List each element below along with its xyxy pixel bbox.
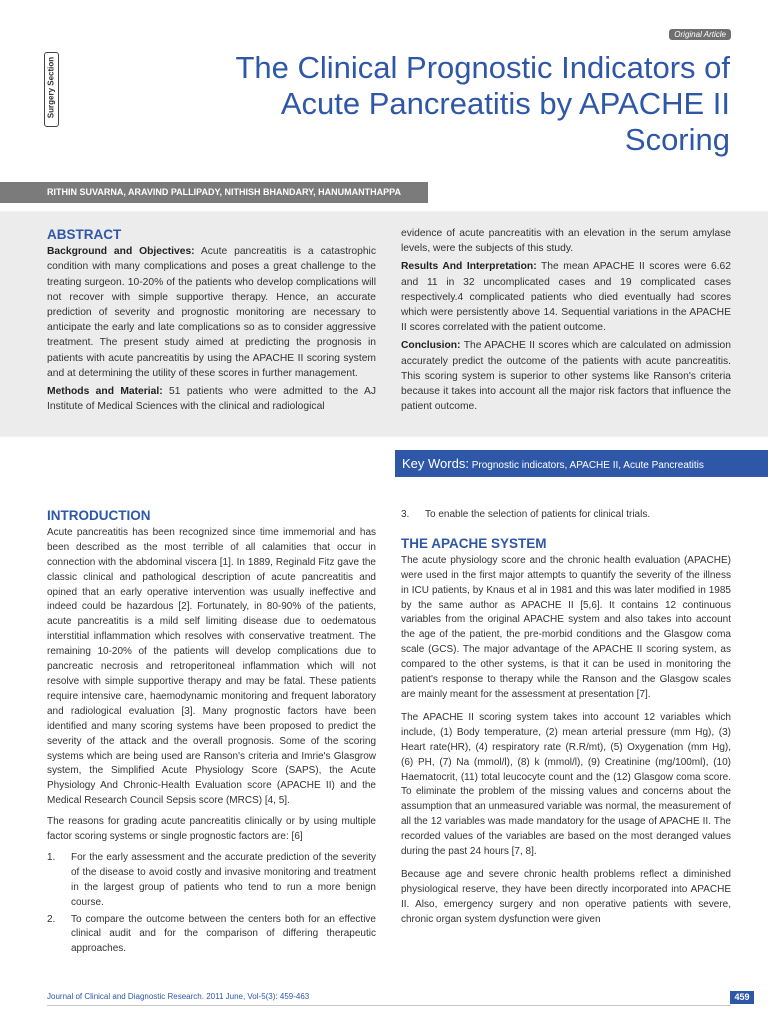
list-item-number: 3.: [401, 509, 410, 520]
abstract-results: [401, 259, 731, 335]
keywords-bar: [395, 450, 768, 477]
introduction-column: [47, 509, 376, 959]
article-type-badge: Original Article: [669, 29, 731, 40]
methods-label: Methods and Material:: [47, 386, 163, 398]
list-item-text: For the early assessment and the accurate prediction of the severity of the disease to avoid costly and invasive monitoring and treatment in the largest group of patients who tend to run a more benign course.: [71, 851, 376, 908]
conclusion-label: Conclusion:: [401, 340, 461, 352]
section-label: Surgery Section: [46, 56, 56, 119]
list-item: [401, 508, 731, 523]
abstract-heading: ABSTRACT: [47, 227, 122, 242]
section-tab: [44, 52, 59, 127]
abstract-methods: [47, 384, 376, 414]
methods-continued: evidence of acute pancreatitis with an elevation in the serum amylase levels, were the subjects of this study.: [401, 228, 731, 255]
journal-citation: Journal of Clinical and Diagnostic Research. 2011 June, Vol-5(3): 459-463: [47, 992, 310, 1001]
abstract-background: [47, 244, 376, 381]
list-item: [47, 913, 376, 958]
article-title: The Clinical Prognostic Indicators of Acute Pancreatitis by APACHE II Scoring: [235, 50, 730, 157]
reasons-list: [47, 851, 376, 957]
background-text: Acute pancreatitis is a catastrophic condition with many complications and poses a great challenge to the treating surgeon. 10-20% of the patients who develop complications will not recover with simple supportive therapy. Hence, an accurate prediction of severity and prognostic monitoring are necessary to anticipate the early and late complications so as to consider aggressive treatment. The present study aimed at predicting the prognosis in patients with acute pancreatitis by using the APACHE II scoring system and at determining the utility of these scores in further management.: [47, 246, 376, 379]
list-item: [47, 851, 376, 911]
apache-paragraph-2: The APACHE II scoring system takes into account 12 variables which include, (1) Body temperature, (2) mean arterial pressure (mm Hg), (3) Heart rate(HR), (4) respiratory rate (R.R/mt), (5) Oxygenation (mm Hg), (6) PH, (7) Na (mmol/l), (8) k (mmol/l), (9) Creatinine (mg/100ml), (10) Haematocrit, (11) total leucocyte count and the (12) Glasgow coma score. To eliminate the problem of the missing values and concerns about the assumption that an unmeasured variable was normal, the measurement of all the 12 variables was made mandatory for the usage of APACHE II. The recorded values of the variables are based on the most deranged values during the past 24 hours [7, 8].: [401, 711, 731, 858]
apache-column: [401, 508, 731, 931]
apache-paragraph-1: The acute physiology score and the chronic health evaluation (APACHE) were used in the first major attempts to quantify the severity of the illness in ICU patients, by Knaus et al in 1981 and this was later modified in 1985 by the same author as APACHE II [5,6]. It contains 12 continuous variables from the original APACHE system and also takes into account the age of the patient, the pre-morbid conditions and the Glasgow coma scale (GCS). The major advantage of the APACHE II scoring system, as compared to the other systems, is that it can be used in monitoring the patient's response to therapy while the Ranson and the Glasgow scales are mainly meant for the assessment at presentation [7].: [401, 554, 731, 700]
list-item-text: To enable the selection of patients for clinical trials.: [425, 509, 651, 520]
author-bar: RITHIN SUVARNA, ARAVIND PALLIPADY, NITHISH BHANDARY, HANUMANTHAPPA: [0, 182, 428, 203]
keywords-text: Prognostic indicators, APACHE II, Acute Pancreatitis: [471, 460, 704, 471]
abstract-conclusion: [401, 338, 731, 414]
apache-heading: THE APACHE SYSTEM: [401, 535, 547, 551]
introduction-paragraph-2: The reasons for grading acute pancreatitis clinically or by using multiple factor scoring systems or single prognostic factors are: [6]: [47, 816, 376, 843]
abstract-right-column: [401, 226, 731, 417]
list-item-text: To compare the outcome between the centers both for an effective clinical audit and for the comparison of differing therapeutic approaches.: [71, 913, 376, 955]
abstract-left-column: [47, 227, 376, 417]
footer-divider: [47, 1005, 731, 1006]
reasons-list-continued: [401, 508, 731, 523]
apache-paragraph-3: Because age and severe chronic health problems reflect a diminished physiological reserve, they have been directly incorporated into APACHE II. Also, emergency surgery and non operative patients with severe, chronic organ system dysfunction were given: [401, 868, 731, 925]
conclusion-text: The APACHE II scores which are calculated on admission accurately predict the outcome of the patients with acute pancreatitis. This scoring system is superior to other systems like Ranson's criteria because it takes into account all the major risk factors that influence the patient outcome.: [401, 340, 731, 413]
list-item-number: 2.: [47, 913, 56, 925]
introduction-paragraph-1: Acute pancreatitis has been recognized since time immemorial and has been described as the most terrible of all calamities that occur in connection with the abdominal viscera [1]. In 1889, Reginald Fitz gave the classic clinical and pathological description of acute pancreatitis and opined that an early operative intervention was usually ineffective and indeed could be hazardous [2]. Fortunately, in 80-90% of the patients, acute pancreatitis is a mild self limiting disease due to oedematous interstitial inflammation which resolves with conservative treatment. The remaining 10-20% of the patients will develop complications due to pancreatic necrosis and retroperitoneal inflammation which will not resolve with simple supportive therapy and may be fatal. These patients require intensive care, haemodynamic monitoring and frequent laboratory and radiological evaluation [3]. Many prognostic factors have been identified and many scoring systems have been proposed to predict the severity of the attack and the overall prognosis. Some of the scoring systems which are being used are Ranson's criteria and Imrie's Glasgrow system, the Simplified Acute Physiology Score (SAPS), the Acute Physiology And Chronic-Health Evaluation score (APACHE II) and the Medical Research Council Sepsis score (MRCS) [4, 5].: [47, 526, 376, 807]
background-label: Background and Objectives:: [47, 246, 195, 258]
keywords-label: Key Words:: [402, 456, 469, 471]
list-item-number: 1.: [47, 851, 56, 863]
methods-text: 51 patients who were admitted to the AJ Institute of Medical Sciences with the clinical and radiological: [47, 386, 376, 413]
page-number: 459: [730, 991, 754, 1004]
results-text: The mean APACHE II scores were 6.62 and 11 in 32 uncomplicated cases and 19 complicated cases respectively.4 complicated patients who died eventually had scores which were persistently above 14. Sequential variations in the APACHE II scores correlated with the patient outcome.: [401, 261, 731, 334]
results-label: Results And Interpretation:: [401, 261, 537, 273]
introduction-heading: INTRODUCTION: [47, 508, 151, 523]
